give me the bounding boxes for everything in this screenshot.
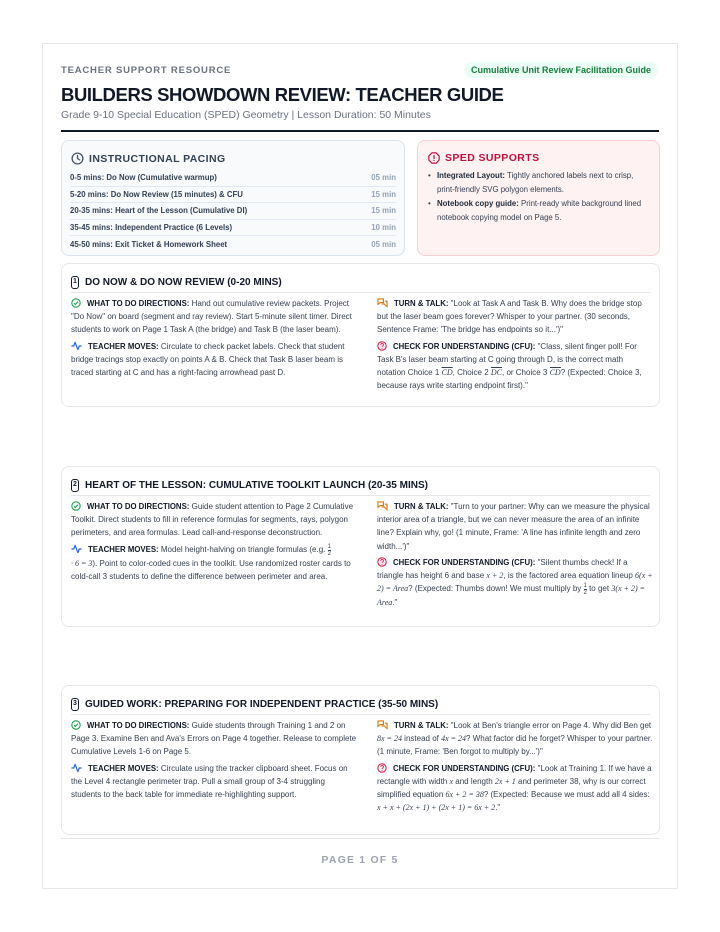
math-expression: x <box>449 776 454 786</box>
section-guided-work <box>61 685 660 835</box>
cfu-text: and perimeter 38, why is our correct simplified equation <box>377 776 646 800</box>
cfu-text: and length <box>453 776 495 786</box>
ray-notation: DC <box>490 368 502 378</box>
pacing-row-label: 20-35 mins: Heart of the Lesson (Cumulative DI) <box>70 206 248 216</box>
chat-bubbles-icon <box>377 720 388 730</box>
moves-block <box>71 543 357 583</box>
moves-text: Circulate to check packet labels. Check that student bridge tracings stop exactly on points A & B. Check that Task B laser beam is traced starting at C and has a right-facing arrowhead past D. <box>71 341 345 378</box>
directions-label: WHAT TO DO DIRECTIONS: <box>87 299 190 308</box>
sped-list <box>428 169 651 225</box>
moves-text: Circulate using the tracker clipboard sheet. Focus on the Level 4 rectangle perimeter trap. Pull a small group of 3-4 struggling students to the back table for immediate re-highlighting support. <box>71 763 348 800</box>
moves-text: ). Point to color-coded cues in the toolkit. Use randomized roster cards to cold-call 3 students to define the difference between perimeter and area. <box>71 558 351 581</box>
pacing-row-mins: 05 min <box>371 239 396 249</box>
section-number-icon: 3 <box>71 698 79 711</box>
moves-label: TEACHER MOVES: <box>88 763 159 773</box>
math-expression: 4x = 24 <box>441 734 467 744</box>
talk-block <box>377 500 653 553</box>
section-heading <box>71 694 650 715</box>
pacing-row-label: 45-50 mins: Exit Ticket & Homework Sheet <box>70 239 228 249</box>
pacing-row-label: 35-45 mins: Independent Practice (6 Levels) <box>70 222 233 232</box>
clock-icon <box>71 152 84 165</box>
pacing-row-mins: 05 min <box>371 173 396 183</box>
sped-item-text: Print-ready white background lined notebook copying model on Page 5. <box>437 199 642 222</box>
talk-block <box>377 719 653 759</box>
guide-page <box>42 43 678 889</box>
directions-text: Guide students through Training 1 and 2 on Page 3. Examine Ben and Ava's Errors on Page 4 together. Release to complete Cumulative Levels 1-6 on Page 5. <box>71 721 357 757</box>
directions-label: WHAT TO DO DIRECTIONS: <box>87 502 190 511</box>
cfu-text: ? (Expected: Because we must add all 4 sides: <box>483 790 650 800</box>
section-title: HEART OF THE LESSON: CUMULATIVE TOOLKIT LAUNCH (20-35 MINS) <box>85 479 428 491</box>
directions-block <box>71 297 357 337</box>
sped-item <box>428 169 651 196</box>
pacing-row-label: 5-20 mins: Do Now Review (15 minutes) & CFU <box>70 189 243 199</box>
cfu-text: "Look at Training 1. If we have a rectangle with width <box>377 763 652 786</box>
math-expression: 8x = 24 <box>377 734 402 744</box>
guide-type-chip: Cumulative Unit Review Facilitation Guide <box>464 62 658 78</box>
cfu-label: CHECK FOR UNDERSTANDING (CFU): <box>393 763 536 773</box>
cfu-block <box>377 762 653 815</box>
cfu-text: ." <box>495 803 501 813</box>
math-expression: 2x + 1 <box>494 776 516 786</box>
talk-text: instead of <box>401 734 442 744</box>
pacing-row <box>70 220 396 237</box>
directions-label: WHAT TO DO DIRECTIONS: <box>87 721 190 730</box>
math-expression: 6(x + 2) = Area <box>377 571 653 594</box>
half-fraction-icon: $\frac{1}{2}$ <box>583 583 587 597</box>
talk-label: TURN & TALK: <box>394 502 449 511</box>
pacing-row <box>70 170 396 187</box>
pacing-row-mins: 15 min <box>371 189 396 199</box>
pacing-row <box>70 187 396 204</box>
talk-block <box>377 297 653 337</box>
activity-icon <box>71 544 82 554</box>
moves-block <box>71 340 357 380</box>
check-circle-icon <box>71 298 81 308</box>
math-expression: 3(x + 2) = Area <box>377 584 646 608</box>
page-subtitle: Grade 9-10 Special Education (SPED) Geometry | Lesson Duration: 50 Minutes <box>61 109 431 121</box>
sped-item-term: Integrated Layout: <box>437 171 506 180</box>
moves-text: Model height-halving on triangle formulas (e.g. <box>158 544 328 554</box>
pacing-heading <box>71 152 226 165</box>
check-circle-icon <box>71 720 81 730</box>
section-left-column <box>71 719 357 804</box>
sped-item <box>428 197 651 224</box>
question-circle-icon <box>377 557 387 567</box>
cfu-text: , is the factored area equation lineup <box>503 571 636 581</box>
cfu-label: CHECK FOR UNDERSTANDING (CFU): <box>393 557 536 567</box>
talk-text: ? What factor did he forget? Whisper to your partner. (1 minute, Frame: 'Ben forgot to multiply by...')" <box>377 734 653 757</box>
sped-panel <box>417 140 660 256</box>
directions-text: Hand out cumulative review packets. Project "Do Now" on board (segment and ray review). Start 5-minute silent timer. Direct students to work on Page 1 Task A (the bridge) and Task B (the laser beam). <box>71 299 352 335</box>
pacing-row-mins: 10 min <box>371 222 396 232</box>
segment-notation: $\overline{CD}$ <box>441 368 453 378</box>
cfu-label: CHECK FOR UNDERSTANDING (CFU): <box>393 341 536 351</box>
title-rule <box>61 130 659 132</box>
section-heading <box>71 475 650 496</box>
moves-block <box>71 762 357 802</box>
cfu-text: ? (Expected: Thumbs down! We must multiply by <box>408 584 584 594</box>
cfu-text: , or Choice 3 <box>502 368 550 378</box>
pacing-heading-text: INSTRUCTIONAL PACING <box>89 152 226 165</box>
sped-item-term: Notebook copy guide: <box>437 199 519 208</box>
cfu-text: , Choice 2 <box>452 368 491 378</box>
section-heading <box>71 272 650 293</box>
cfu-text: ." <box>392 598 398 608</box>
chat-bubbles-icon <box>377 501 388 511</box>
cfu-text: "Class, silent finger poll! For Task B's laser beam starting at C going through D, is the correct math notation Choice 1 <box>377 341 637 378</box>
directions-text: Guide student attention to Page 2 Cumulative Toolkit. Direct students to fill in reference formulas for segments, rays, polygon perimeters, and area formulas. Lead call-and-response deconstruction. <box>71 502 354 538</box>
section-title: GUIDED WORK: PREPARING FOR INDEPENDENT PRACTICE (35-50 MINS) <box>85 698 439 710</box>
half-fraction-icon: $\frac{1}{2}$ <box>327 543 331 557</box>
pacing-row-label: 0-5 mins: Do Now (Cumulative warmup) <box>70 173 217 183</box>
pacing-row-mins: 15 min <box>371 206 396 216</box>
cfu-block <box>377 340 653 393</box>
alert-icon <box>428 152 440 164</box>
pacing-row <box>70 203 396 220</box>
math-expression: x + x + (2x + 1) + (2x + 1) = 6x + 2 <box>377 803 496 813</box>
section-right-column <box>377 297 653 395</box>
cfu-block <box>377 556 653 610</box>
math-expression: 6x + 2 = 38 <box>445 790 484 800</box>
math-expression: x + 2 <box>486 571 504 581</box>
resource-kicker: TEACHER SUPPORT RESOURCE <box>61 65 232 76</box>
section-left-column <box>71 500 357 586</box>
sped-item-text: Tightly anchored labels next to crisp, print-friendly SVG polygon elements. <box>437 171 634 194</box>
activity-icon <box>71 763 82 773</box>
pacing-row <box>70 236 396 253</box>
talk-label: TURN & TALK: <box>394 721 449 730</box>
question-circle-icon <box>377 763 387 773</box>
question-circle-icon <box>377 341 387 351</box>
moves-label: TEACHER MOVES: <box>88 341 159 351</box>
section-number-icon: 1 <box>71 276 79 289</box>
check-circle-icon <box>71 501 81 511</box>
talk-text: "Look at Ben's triangle error on Page 4. Why did Ben get <box>448 721 652 730</box>
cfu-text: to get <box>586 584 612 594</box>
cfu-text: ? (Expected: Choice 3, because rays write starting endpoint first)." <box>377 368 642 391</box>
section-right-column <box>377 500 653 612</box>
page-title: BUILDERS SHOWDOWN REVIEW: TEACHER GUIDE <box>61 84 504 105</box>
moves-label: TEACHER MOVES: <box>88 544 159 554</box>
page-number: PAGE 1 OF 5 <box>61 838 659 866</box>
cfu-text: "Silent thumbs check! If a triangle has height 6 and base <box>377 557 628 581</box>
math-expression: · 6 = 3 <box>71 558 93 568</box>
directions-block <box>71 500 357 540</box>
section-heart-of-lesson <box>61 466 660 627</box>
talk-text: "Turn to your partner: Why can we measure the physical interior area of a triangle, but we can never measure the area of an infinite line? Explain why, go! (1 minute, Frame: 'A line has infinite length and zero width...')" <box>377 502 650 551</box>
talk-text: "Look at Task A and Task B. Why does the bridge stop but the laser beam goes forever? Whisper to your partner. (30 seconds, Sentence Frame: 'The bridge has endpoints so it...')" <box>377 299 642 335</box>
pacing-panel <box>61 140 405 256</box>
chat-bubbles-icon <box>377 298 388 308</box>
directions-block <box>71 719 357 759</box>
pacing-list <box>70 170 396 253</box>
section-title: DO NOW & DO NOW REVIEW (0-20 MINS) <box>85 276 282 288</box>
ray-notation: CD <box>549 368 561 378</box>
section-do-now <box>61 263 660 407</box>
section-number-icon: 2 <box>71 479 79 492</box>
sped-heading-text: SPED SUPPORTS <box>445 152 540 164</box>
talk-label: TURN & TALK: <box>394 299 449 308</box>
section-right-column <box>377 719 653 817</box>
section-left-column <box>71 297 357 382</box>
activity-icon <box>71 341 82 351</box>
sped-heading <box>428 152 539 164</box>
